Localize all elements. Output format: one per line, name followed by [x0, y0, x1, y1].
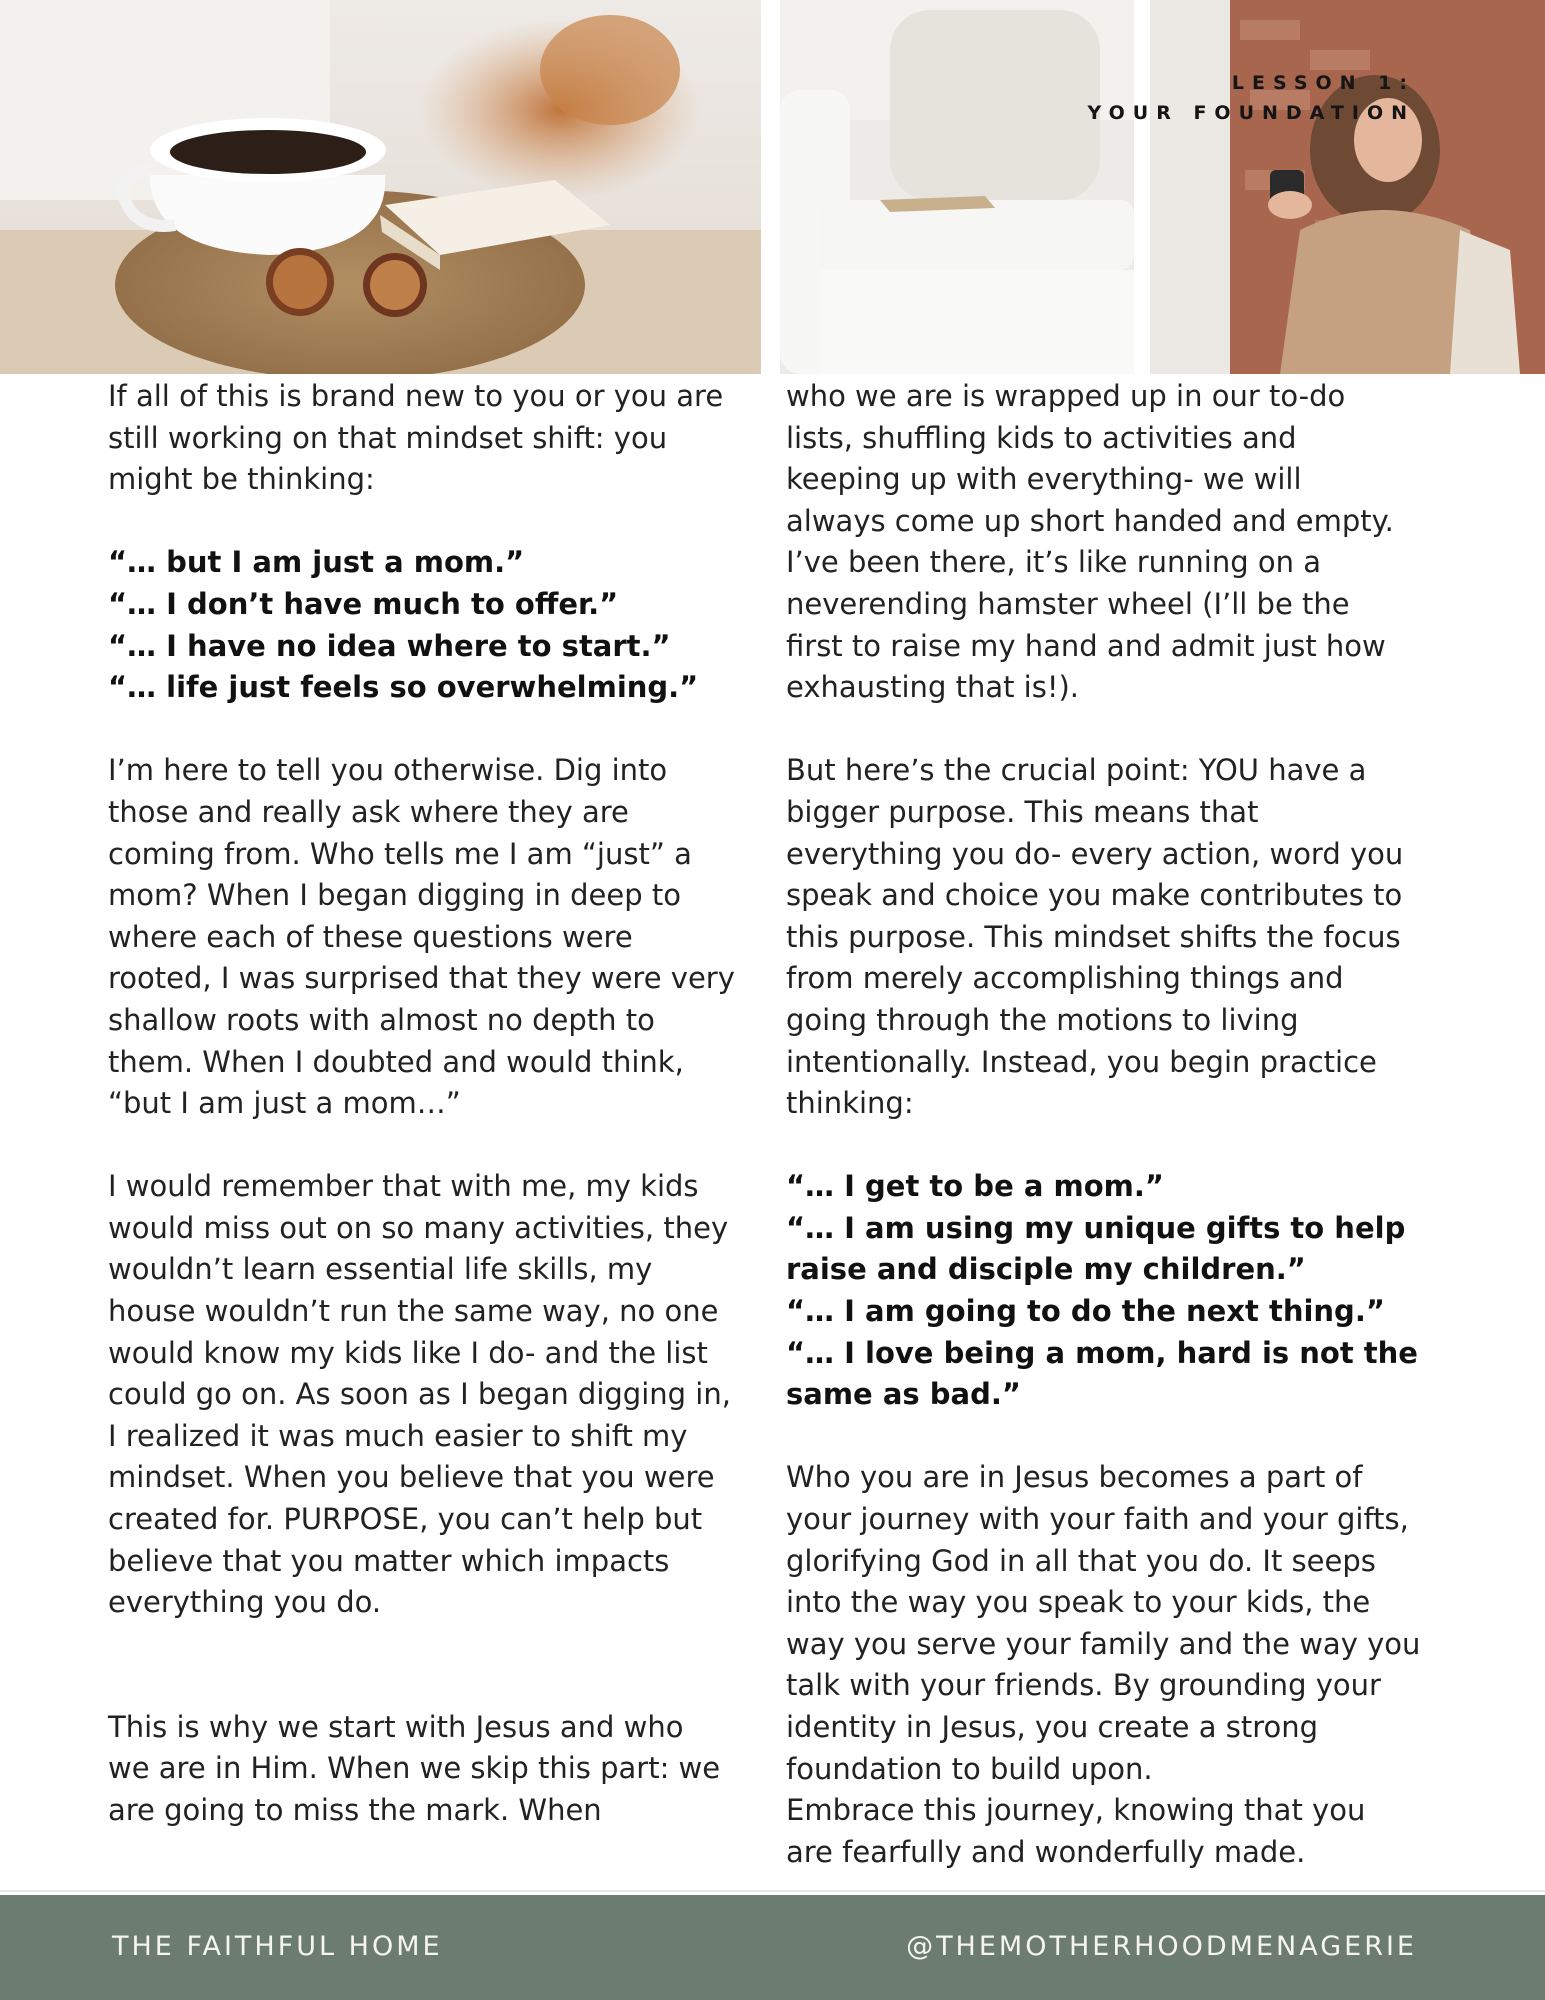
right-paragraph-2: But here’s the crucial point: YOU have a bigger purpose. This means that everything you do- every action, word you speak and choice you make contributes to this purpose. This mindset shifts the focus from merely accomplishing things and going through the motions to living intentionally. Instead, you begin practice thinking: — [786, 753, 1404, 1121]
footer-divider — [0, 1890, 1545, 1892]
right-text-column — [786, 376, 1446, 1873]
left-paragraph-2: I’m here to tell you otherwise. Dig into those and really ask where they are coming from. Who tells me I am “just” a mom? When I began digging in deep to where each of these questions were rooted, I was surprised that they were very shallow roots with almost no depth to them. When I doubted and would think, “but I am just a mom…” — [108, 753, 735, 1121]
left-paragraph-1: If all of this is brand new to you or you are still working on that mindset shift: you might be thinking: — [108, 379, 724, 497]
right-quotes: “… I get to be a mom.” “… I am using my unique gifts to help raise and disciple my children.” “… I am going to do the next thing.” “… I love being a mom, hard is not the same as bad.” — [786, 1169, 1418, 1412]
lesson-label — [1088, 68, 1415, 128]
footer-bar — [0, 1895, 1545, 2000]
right-paragraph-3: Who you are in Jesus becomes a part of your journey with your faith and your gifts, glorifying God in all that you do. It seeps into the way you speak to your kids, the way you serve your family and the way you talk with your friends. By grounding your identity in Jesus, you create a strong foundation to build upon. Embrace this journey, knowing that you are fearfully and wonderfully made. — [786, 1460, 1421, 1869]
right-paragraph-1: who we are is wrapped up in our to-do lists, shuffling kids to activities and keeping up with everything- we will always come up short handed and empty. I’ve been there, it’s like running on a neverending hamster wheel (I’ll be the first to raise my hand and admit just how exhausting that is!). — [786, 379, 1394, 705]
left-paragraph-3: I would remember that with me, my kids would miss out on so many activities, they wouldn’t learn essential life skills, my house wouldn’t run the same way, no one would know my kids like I do- and the list could go on. As soon as I began digging in, I realized it was much easier to shift my mindset. When you believe that you were created for. PURPOSE, you can’t help but believe that you matter which impacts everything you do. — [108, 1169, 731, 1620]
woman-drinking-coffee-photo — [1150, 0, 1545, 374]
left-text-column — [108, 376, 768, 1832]
coffee-cup-book-cat-photo — [0, 0, 761, 374]
footer-social-handle: @THEMOTHERHOODMENAGERIE — [906, 1931, 1417, 1962]
footer-brand: THE FAITHFUL HOME — [112, 1931, 443, 1962]
lesson-title: YOUR FOUNDATION — [1087, 102, 1415, 124]
left-paragraph-4: This is why we start with Jesus and who we are in Him. When we skip this part: we are going to miss the mark. When — [108, 1709, 721, 1827]
white-sofa-book-photo — [780, 0, 1134, 374]
lesson-number: LESSON 1: — [1231, 72, 1415, 94]
left-quotes: “… but I am just a mom.” “… I don’t have much to offer.” “… I have no idea where to start.” “… life just feels so overwhelming.” — [108, 545, 699, 705]
